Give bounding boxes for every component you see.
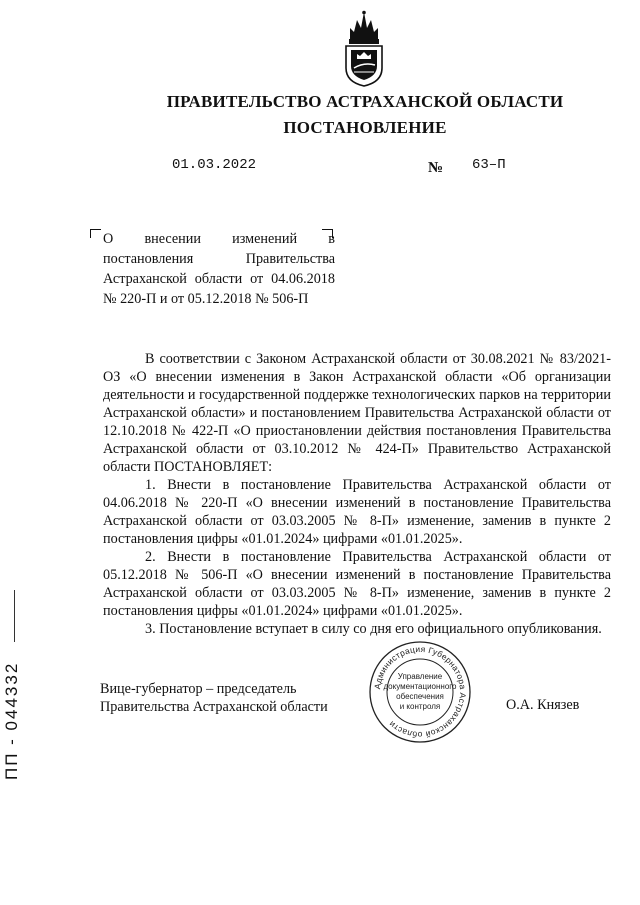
stamp-line-3: обеспечения xyxy=(396,692,444,701)
preamble-paragraph: В соответствии с Законом Астраханской области от 30.08.2021 № 83/2021-ОЗ «О внесении изменения в Закон Астраханской области «Об организации деятельности и государственной поддержке технологических парков на территории Астраханской области» и постановлением Правительства Астраханской области от 12.10.2018 № 422-П «О приостановлении действия постановления Правительства Астраханской области от 03.10.2012 № 424-П» Правительство Астраханской области ПОСТАНОВЛЯЕТ: xyxy=(103,351,611,475)
signer-position-line1: Вице-губернатор – председатель xyxy=(100,681,297,697)
subject-corner-left xyxy=(90,229,101,238)
serial-number: ПП - 044332 xyxy=(2,661,21,780)
government-title: ПРАВИТЕЛЬСТВО АСТРАХАНСКОЙ ОБЛАСТИ xyxy=(166,92,564,111)
stamp-line-2: документационного xyxy=(383,682,457,691)
signer-position-line2: Правительства Астраханской области xyxy=(100,699,328,715)
stamp-ring-text: Администрация Губернатора Астраханской области xyxy=(372,643,469,741)
item-3-paragraph: 3. Постановление вступает в силу со дня его официального опубликования. xyxy=(145,621,602,637)
number-sign: № xyxy=(428,160,444,176)
signer-name: О.А. Князев xyxy=(506,697,580,713)
item-2-paragraph: 2. Внести в постановление Правительства Астраханской области от 05.12.2018 № 506-П «О внесении изменений в постановление Правительства Астраханской области от 03.03.2005 № 8-П» изменение, заменив в пункте 2 постановления цифры «01.01.2024» цифрами «01.01.2025». xyxy=(103,549,611,619)
document-date: 01.03.2022 xyxy=(172,157,257,173)
stamp-line-1: Управление xyxy=(397,672,443,681)
document-number: 63–П xyxy=(472,157,506,173)
signer-position xyxy=(100,680,328,716)
document-body xyxy=(103,350,611,638)
stamp-line-4: и контроля xyxy=(399,702,441,711)
stamp-center-text xyxy=(368,672,472,712)
document-type: ПОСТАНОВЛЕНИЕ xyxy=(283,118,447,137)
item-1-paragraph: 1. Внести в постановление Правительства Астраханской области от 04.06.2018 № 220-П «О внесении изменений в постановление Правительства Астраханской области от 03.03.2005 № 8-П» изменение, заменив в пункте 2 постановления цифры «01.01.2024» цифрами «01.01.2025». xyxy=(103,477,611,547)
coat-of-arms-icon xyxy=(340,10,388,88)
document-subject: О внесении изменений в постановления Правительства Астраханской области от 04.06.2018 № 220-П и от 05.12.2018 № 506-П xyxy=(103,231,335,307)
